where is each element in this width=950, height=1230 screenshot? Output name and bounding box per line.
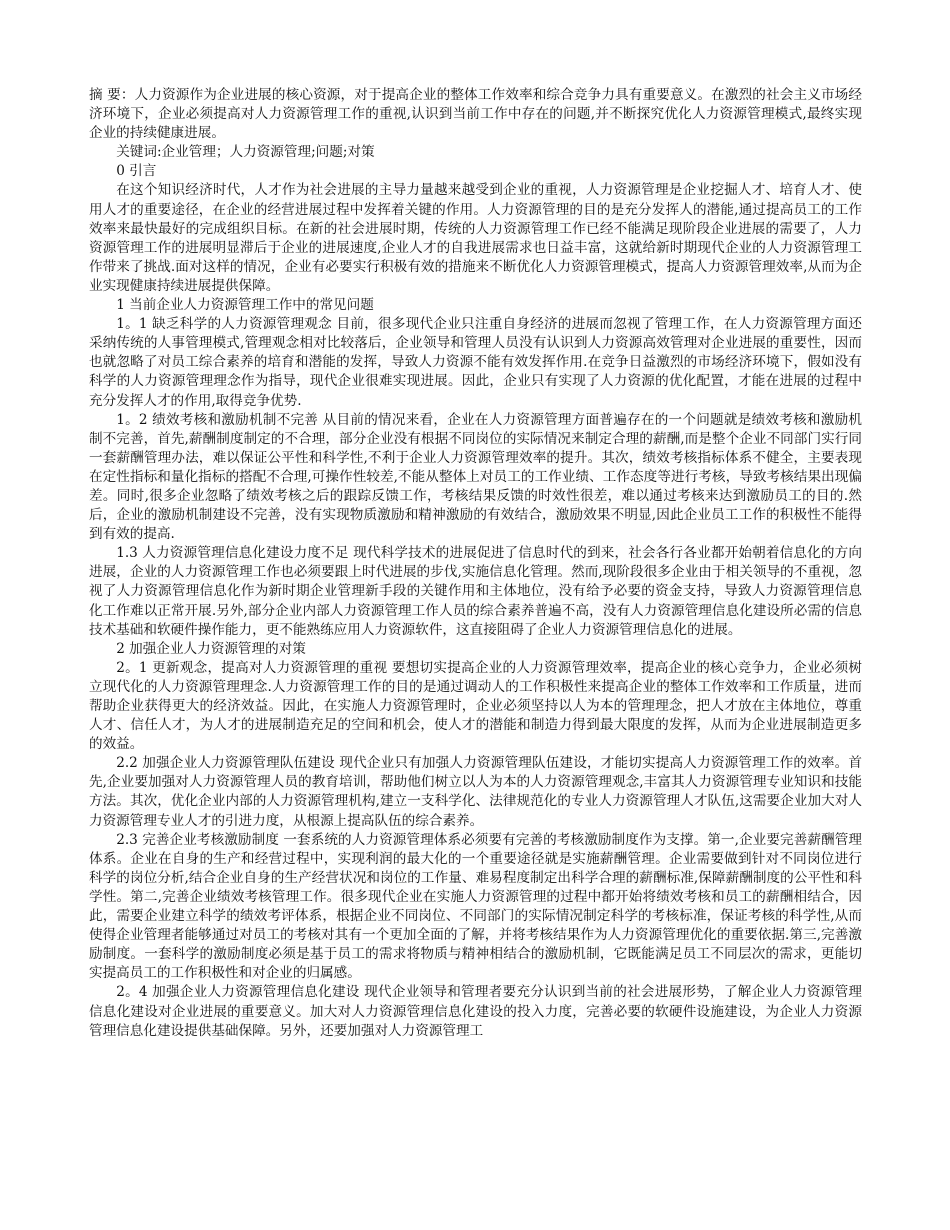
paragraph-1-1: 1。1 缺乏科学的人力资源管理观念 目前，很多现代企业只注重自身经济的进展而忽视了管理工作，在人力资源管理方面还采纳传统的人事管理模式,管理观念相对比较落后，企业领导和管理人员没有认识到人力资源高效管理对企业进展的重要性，因而也就忽略了对员工综合素养的培育和潜能的发挥，导致人力资源不能有效发挥作用.在竞争日益激烈的市场经济环境下，假如没有科学的人力资源管理理念作为指导，现代企业很难实现进展。因此，企业只有实现了人力资源的优化配置，才能在进展的过程中充分发挥人才的作用,取得竞争优势. [89, 316, 862, 409]
paragraph-2-1: 2。1 更新观念，提高对人力资源管理的重视 要想切实提高企业的人力资源管理效率，提高企业的核心竞争力，企业必须树立现代化的人力资源管理理念.人力资源管理工作的目的是通过调动人的工作积极性来提高企业的整体工作效率和工作质量，进而帮助企业获得更大的经济效益。因此，在实施人力资源管理时，企业必须坚持以人为本的管理理念，把人才放在主体地位，尊重人才、信任人才，为人才的进展制造充足的空间和机会，使人才的潜能和制造力得到最大限度的发挥，从而为企业进展制造更多的效益。 [89, 659, 862, 753]
paragraph-1-2: 1。2 绩效考核和激励机制不完善 从目前的情况来看，企业在人力资源管理方面普遍存在的一个问题就是绩效考核和激励机制不完善，首先,薪酬制度制定的不合理，部分企业没有根据不同岗位的实际情况来制定合理的薪酬,而是整个企业不同部门实行同一套薪酬管理办法，难以保证公平性和科学性,不利于企业人力资源管理效率的提升。其次，绩效考核指标体系不健全，主要表现在定性指标和量化指标的搭配不合理,可操作性较差,不能从整体上对员工的工作业绩、工作态度等进行考核，导致考核结果出现偏差。同时,很多企业忽略了绩效考核之后的跟踪反馈工作，考核结果反馈的时效性很差，难以通过考核来达到激励员工的目的.然后，企业的激励机制建设不完善，没有实现物质激励和精神激励的有效结合，激励效果不明显,因此企业员工工作的积极性不能得到有效的提高. [89, 411, 862, 543]
paragraph-1-3: 1.3 人力资源管理信息化建设力度不足 现代科学技术的进展促进了信息时代的到来，社会各行各业都开始朝着信息化的方向进展，企业的人力资源管理工作也必须要跟上时代进展的步伐,实施信息化管理。然而,现阶段很多企业由于相关领导的不重视，忽视了人力资源管理信息化作为新时期企业管理新手段的关键作用和主体地位，没有给予必要的资金支持，导致人力资源管理信息化工作难以正常开展.另外,部分企业内部人力资源管理工作人员的综合素养普遍不高，没有人力资源管理信息化建设所必需的信息技术基础和软硬件操作能力，更不能熟练应用人力资源软件，这直接阻碍了企业人力资源管理信息化的进展。 [89, 545, 862, 638]
paragraph-2-4: 2。4 加强企业人力资源管理信息化建设 现代企业领导和管理者要充分认识到当前的社会进展形势，了解企业人力资源管理信息化建设对企业进展的重要意义。加大对人力资源管理信息化建设的投入力度，完善必要的软硬件设施建设，为企业人力资源管理信息化建设提供基础保障。另外，还要加强对人力资源管理工 [89, 984, 862, 1039]
section-heading-2: 2 加强企业人力资源管理的对策 [116, 640, 306, 657]
intro-paragraph: 在这个知识经济时代，人才作为社会进展的主导力量越来越受到企业的重视，人力资源管理是企业挖掘人才、培育人才、使用人才的重要途径，在企业的经营进展过程中发挥着关键的作用。人力资源管理的目的是充分发挥人的潜能,通过提高员工的工作效率来最快最好的完成组织目标。在新的社会进展时期，传统的人力资源管理工作已经不能满足现阶段企业进展的需要了，人力资源管理工作的进展明显滞后于企业的进展速度,企业人才的自我进展需求也日益丰富，这就给新时期现代企业的人力资源管理工作带来了挑战.面对这样的情况，企业有必要实行积极有效的措施来不断优化人力资源管理模式，提高人力资源管理效率,从而为企业实现健康持续进展提供保障。 [89, 182, 862, 294]
section-heading-intro: 0 引言 [116, 163, 157, 180]
paragraph-2-3: 2.3 完善企业考核激励制度 一套系统的人力资源管理体系必须要有完善的考核激励制度作为支撑。第一,企业要完善薪酬管理体系。企业在自身的生产和经营过程中，实现利润的最大化的一个重要途径就是实施薪酬管理。企业需要做到针对不同岗位进行科学的岗位分析,结合企业自身的生产经营状况和岗位的工作量、难易程度制定出科学合理的薪酬标准,保障薪酬制度的公平性和科学性。第二,完善企业绩效考核管理工作。很多现代企业在实施人力资源管理的过程中都开始将绩效考核和员工的薪酬相结合，因此，需要企业建立科学的绩效考评体系，根据企业不同岗位、不同部门的实际情况制定科学的考核标准，保证考核的科学性,从而使得企业管理者能够通过对员工的考核对其有一个更加全面的了解，并将考核结果作为人力资源管理优化的重要依据.第三,完善激励制度。一套科学的激励制度必须是基于员工的需求将物质与精神相结合的激励机制，它既能满足员工不同层次的需求，更能切实提高员工的工作积极性和对企业的归属感。 [89, 831, 862, 982]
section-heading-1: 1 当前企业人力资源管理工作中的常见问题 [116, 297, 374, 314]
paragraph-2-2: 2.2 加强企业人力资源管理队伍建设 现代企业只有加强人力资源管理队伍建设，才能切实提高人力资源管理工作的效率。首先,企业要加强对人力资源管理人员的教育培训，帮助他们树立以人为本的人力资源管理观念,丰富其人力资源管理专业知识和技能方法。其次，优化企业内部的人力资源管理机构,建立一支科学化、法律规范化的专业人力资源管理人才队伍,这需要企业加大对人力资源管理专业人才的引进力度，从根源上提高队伍的综合素养。 [89, 755, 862, 829]
abstract-paragraph: 摘 要：人力资源作为企业进展的核心资源，对于提高企业的整体工作效率和综合竞争力具有重要意义。在激烈的社会主义市场经济环境下，企业必须提高对人力资源管理工作的重视,认识到当前工作中存在的问题,并不断探究优化人力资源管理模式,最终实现企业的持续健康进展。 [89, 87, 862, 142]
keywords-line: 关键词:企业管理；人力资源管理;问题;对策 [116, 144, 375, 161]
